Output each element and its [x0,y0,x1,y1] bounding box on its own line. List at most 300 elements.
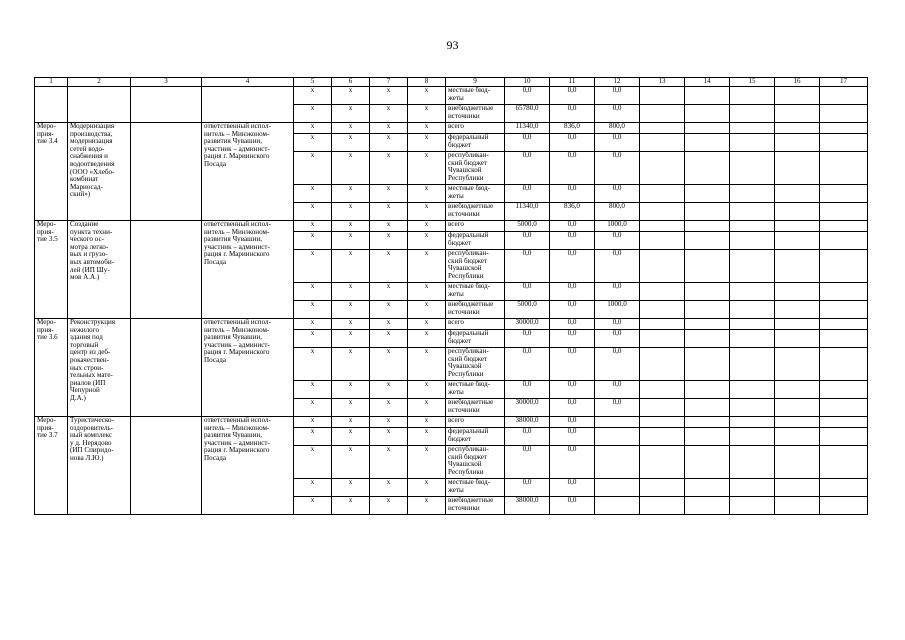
x-mark-cell: x [370,203,408,221]
funding-source-cell [446,105,505,123]
x-mark-cell: x [294,152,332,185]
amount-cell-c11: 0,0 [550,105,595,123]
measure-name-line: Модернизация [70,122,115,130]
executor-line: участник – админист- [204,144,270,153]
executor-line: Посада [204,355,226,364]
x-mark-cell: x [294,479,332,497]
amount-cell-c11: 0,0 [550,428,595,446]
measure-id-cell [35,123,68,221]
measure-name-line: Реконструкция [70,318,116,326]
column-number-17: 17 [820,78,868,87]
funding-source-line: бюджет [448,336,472,345]
table-row [35,417,868,428]
empty-cell-14 [685,428,730,446]
empty-cell-17 [820,152,868,185]
empty-cell-17 [820,497,868,515]
empty-cell-16 [775,497,820,515]
measure-name-line: оздоровитель- [70,423,114,432]
empty-cell-15 [730,250,775,283]
funding-source-line: источники [448,503,480,512]
executor-line: развития Чувашии, [204,235,262,244]
column-number-12: 12 [595,78,640,87]
x-mark-cell: x [332,185,370,203]
measure-id-line: тие 3.5 [37,235,58,244]
empty-cell-14 [685,152,730,185]
funding-source-line: всего [448,416,464,424]
empty-cell-17 [820,319,868,330]
amount-cell-c12: 0,0 [595,185,640,203]
funding-source-line: местные бюд- [448,478,491,486]
amount-cell-c11: 0,0 [550,221,595,232]
x-mark-cell: x [332,330,370,348]
empty-cell-14 [685,446,730,479]
x-mark-cell: x [332,134,370,152]
empty-cell-15 [730,330,775,348]
empty-cell-17 [820,381,868,399]
amount-cell-c10: 0,0 [505,428,550,446]
x-mark-cell: x [370,319,408,330]
empty-cell-17 [820,232,868,250]
column-number-14: 14 [685,78,730,87]
funding-source-line: республикан- [448,445,489,453]
measure-name-line: риалов (ИП [70,378,106,387]
amount-cell-c12 [595,417,640,428]
amount-cell-c12: 1000,0 [595,221,640,232]
x-mark-cell: x [332,123,370,134]
measure-name-line: торговый [70,340,99,349]
executor-line: ответственный испол- [204,416,271,424]
empty-cell-17 [820,417,868,428]
amount-cell-c12: 0,0 [595,232,640,250]
executor-cell [202,319,294,417]
x-mark-cell: x [294,232,332,250]
executor-line: участник – админист- [204,438,270,447]
x-mark-cell: x [332,381,370,399]
amount-cell-c11: 0,0 [550,232,595,250]
amount-cell-c11: 0,0 [550,381,595,399]
empty-cell-16 [775,134,820,152]
x-mark-cell: x [332,348,370,381]
x-mark-cell: x [370,381,408,399]
amount-cell-c10: 0,0 [505,87,550,105]
column-number-8: 8 [408,78,446,87]
amount-cell-c10: 0,0 [505,381,550,399]
amount-cell-c10: 5000,0 [505,301,550,319]
executor-line: участник – админист- [204,242,270,251]
empty-cell-14 [685,497,730,515]
amount-cell-c11: 0,0 [550,479,595,497]
empty-cell-13 [640,123,685,134]
x-mark-cell: x [370,152,408,185]
funding-source-cell [446,301,505,319]
executor-line: рация г. Мариинского [204,446,270,455]
amount-cell-c12: 0,0 [595,319,640,330]
measure-name-line: комбинат [70,175,99,184]
measure-id-line: прия- [37,325,54,334]
x-mark-cell: x [294,399,332,417]
x-mark-cell: x [370,446,408,479]
empty-cell-16 [775,319,820,330]
x-mark-cell: x [294,348,332,381]
empty-cell-15 [730,134,775,152]
amount-cell-c10: 11340,0 [505,203,550,221]
measure-id-line: прия- [37,227,54,236]
empty-cell-16 [775,399,820,417]
x-mark-cell: x [294,250,332,283]
measure-name-cell [68,319,131,417]
empty-cell-17 [820,283,868,301]
column-3-cell [131,123,202,221]
executor-cell [202,123,294,221]
funding-source-cell [446,417,505,428]
amount-cell-c11: 0,0 [550,319,595,330]
amount-cell-c12: 1000,0 [595,301,640,319]
measure-name-line: нова Л.Ю.) [70,453,104,462]
funding-source-line: Чувашской [448,362,482,371]
x-mark-cell: x [370,399,408,417]
empty-cell-14 [685,221,730,232]
empty-cell-16 [775,221,820,232]
table-row [35,123,868,134]
funding-source-line: республикан- [448,347,489,355]
column-3-cell [131,319,202,417]
empty-cell-17 [820,203,868,221]
empty-cell-13 [640,134,685,152]
funding-source-cell [446,446,505,479]
x-mark-cell: x [370,105,408,123]
funding-source-cell [446,479,505,497]
empty-cell-17 [820,185,868,203]
funding-source-line: республикан- [448,151,489,159]
empty-cell-16 [775,185,820,203]
measure-name-cell [68,417,131,515]
amount-cell-c10: 11340,0 [505,123,550,134]
executor-line: ответственный испол- [204,122,271,130]
x-mark-cell: x [370,283,408,301]
amount-cell-c12: 0,0 [595,283,640,301]
executor-line: нитель – Минэконом- [204,325,270,334]
funding-source-cell [446,123,505,134]
empty-cell-13 [640,417,685,428]
funding-source-cell [446,428,505,446]
empty-cell-13 [640,399,685,417]
funding-source-line: источники [448,209,480,218]
measure-name-cell [68,221,131,319]
x-mark-cell: x [294,428,332,446]
x-mark-cell: x [294,221,332,232]
x-mark-cell: x [332,87,370,105]
empty-cell-16 [775,446,820,479]
x-mark-cell: x [294,330,332,348]
measure-name-line: ный комплекс [70,431,113,440]
x-mark-cell: x [332,399,370,417]
x-mark-cell: x [408,301,446,319]
empty-cell-13 [640,250,685,283]
empty-cell-13 [640,152,685,185]
funding-source-line: местные бюд- [448,184,491,192]
empty-cell-13 [640,446,685,479]
executor-cell [202,87,294,123]
measure-id-line: Меро- [37,220,56,228]
empty-cell-15 [730,221,775,232]
empty-cell-17 [820,428,868,446]
empty-cell-13 [640,479,685,497]
amount-cell-c10: 0,0 [505,479,550,497]
funding-source-line: жеты [448,387,464,396]
empty-cell-15 [730,152,775,185]
x-mark-cell: x [370,497,408,515]
measure-id-line: Меро- [37,318,56,326]
funding-source-cell [446,381,505,399]
measure-name-line: ский») [70,190,91,199]
empty-cell-15 [730,348,775,381]
empty-cell-13 [640,319,685,330]
amount-cell-c10: 0,0 [505,134,550,152]
measure-name-line: Чепурной [70,386,100,395]
amount-cell-c11: 0,0 [550,185,595,203]
x-mark-cell: x [370,221,408,232]
empty-cell-14 [685,283,730,301]
x-mark-cell: x [408,330,446,348]
amount-cell-c10: 38000,0 [505,417,550,428]
measure-name-line: центр из деб- [70,348,111,357]
empty-cell-15 [730,399,775,417]
funding-source-line: бюджет [448,140,472,149]
empty-cell-17 [820,479,868,497]
column-number-15: 15 [730,78,775,87]
x-mark-cell: x [408,446,446,479]
column-3-cell [131,417,202,515]
executor-line: рация г. Мариинского [204,250,270,259]
amount-cell-c12 [595,479,640,497]
empty-cell-14 [685,417,730,428]
x-mark-cell: x [370,123,408,134]
amount-cell-c11: 0,0 [550,348,595,381]
funding-source-line: Чувашской [448,460,482,469]
funding-source-line: источники [448,405,480,414]
page-number: 93 [446,38,459,52]
empty-cell-17 [820,330,868,348]
funding-source-cell [446,185,505,203]
empty-cell-16 [775,417,820,428]
measure-name-line: водоотведения [70,159,115,168]
amount-cell-c12: 0,0 [595,330,640,348]
empty-cell-15 [730,428,775,446]
empty-cell-13 [640,381,685,399]
empty-cell-17 [820,87,868,105]
empty-cell-15 [730,381,775,399]
x-mark-cell: x [408,399,446,417]
funding-source-line: ский бюджет [448,256,488,265]
x-mark-cell: x [370,479,408,497]
column-number-7: 7 [370,78,408,87]
amount-cell-c11: 0,0 [550,134,595,152]
measure-name-line: Д.А.) [70,393,86,402]
x-mark-cell: x [370,232,408,250]
funding-source-line: местные бюд- [448,86,491,94]
funding-source-line: внебюджетные [448,202,494,210]
x-mark-cell: x [294,134,332,152]
x-mark-cell: x [370,250,408,283]
empty-cell-17 [820,134,868,152]
amount-cell-c12 [595,497,640,515]
x-mark-cell: x [370,348,408,381]
empty-cell-15 [730,479,775,497]
x-mark-cell: x [408,381,446,399]
empty-cell-13 [640,185,685,203]
x-mark-cell: x [332,417,370,428]
x-mark-cell: x [370,185,408,203]
measure-name-line: ных строи- [70,363,104,372]
amount-cell-c12: 800,0 [595,123,640,134]
empty-cell-14 [685,232,730,250]
funding-source-line: ский бюджет [448,354,488,363]
x-mark-cell: x [294,497,332,515]
table-body [35,78,868,515]
amount-cell-c12: 0,0 [595,105,640,123]
empty-cell-16 [775,381,820,399]
empty-cell-16 [775,250,820,283]
funding-source-line: ский бюджет [448,158,488,167]
funding-source-line: бюджет [448,434,472,443]
x-mark-cell: x [408,497,446,515]
x-mark-cell: x [408,250,446,283]
measure-name-line: Туристическо- [70,416,114,424]
funding-source-cell [446,134,505,152]
x-mark-cell: x [408,221,446,232]
empty-cell-16 [775,283,820,301]
x-mark-cell: x [294,105,332,123]
empty-cell-16 [775,428,820,446]
empty-cell-17 [820,348,868,381]
empty-cell-14 [685,123,730,134]
funding-source-line: внебюджетные [448,398,494,406]
column-number-4: 4 [202,78,294,87]
x-mark-cell: x [408,185,446,203]
amount-cell-c12 [595,446,640,479]
x-mark-cell: x [294,203,332,221]
measure-name-line: сетей водо- [70,144,105,153]
amount-cell-c10: 38000,0 [505,497,550,515]
executor-line: рация г. Мариинского [204,348,270,357]
amount-cell-c11: 0,0 [550,283,595,301]
funding-source-cell [446,87,505,105]
x-mark-cell: x [408,105,446,123]
column-3-cell [131,87,202,123]
amount-cell-c11: 0,0 [550,417,595,428]
measure-name-line: модернизация [70,137,113,146]
funding-source-line: Республики [448,271,484,280]
empty-cell-17 [820,105,868,123]
empty-cell-13 [640,497,685,515]
funding-source-cell [446,232,505,250]
empty-cell-16 [775,105,820,123]
x-mark-cell: x [408,203,446,221]
amount-cell-c10: 30000,0 [505,399,550,417]
amount-cell-c11: 0,0 [550,446,595,479]
funding-source-line: всего [448,220,464,228]
amount-cell-c11: 836,0 [550,123,595,134]
amount-cell-c10: 0,0 [505,446,550,479]
column-number-3: 3 [131,78,202,87]
x-mark-cell: x [408,319,446,330]
x-mark-cell: x [294,319,332,330]
funding-source-line: источники [448,307,480,316]
empty-cell-14 [685,87,730,105]
funding-source-line: Республики [448,173,484,182]
measure-name-line: Создание [70,220,99,228]
empty-cell-17 [820,399,868,417]
x-mark-cell: x [370,301,408,319]
x-mark-cell: x [332,446,370,479]
funding-source-line: федеральный [448,231,489,239]
funding-source-cell [446,319,505,330]
funding-source-cell [446,348,505,381]
amount-cell-c11: 0,0 [550,301,595,319]
amount-cell-c10: 0,0 [505,232,550,250]
x-mark-cell: x [294,301,332,319]
funding-source-cell [446,399,505,417]
empty-cell-13 [640,87,685,105]
measure-name-line: производства, [70,129,113,138]
amount-cell-c10: 0,0 [505,330,550,348]
table-row [35,87,868,105]
empty-cell-14 [685,301,730,319]
column-number-13: 13 [640,78,685,87]
column-number-10: 10 [505,78,550,87]
measure-id-line: Меро- [37,416,56,424]
funding-source-cell [446,152,505,185]
empty-cell-15 [730,232,775,250]
x-mark-cell: x [370,428,408,446]
funding-source-cell [446,221,505,232]
funding-source-line: федеральный [448,329,489,337]
measure-name-line: (ИП Спиридо- [70,446,114,455]
executor-line: участник – админист- [204,340,270,349]
funding-source-line: Чувашской [448,166,482,175]
amount-cell-c12: 800,0 [595,203,640,221]
x-mark-cell: x [332,105,370,123]
x-mark-cell: x [408,87,446,105]
amount-cell-c12: 0,0 [595,87,640,105]
measure-id-line: тие 3.6 [37,333,58,342]
measure-name-line: здания под [70,333,103,342]
x-mark-cell: x [294,185,332,203]
empty-cell-15 [730,446,775,479]
amount-cell-c12: 0,0 [595,348,640,381]
executor-line: развития Чувашии, [204,137,262,146]
empty-cell-15 [730,105,775,123]
amount-cell-c10: 0,0 [505,152,550,185]
executor-line: Посада [204,159,226,168]
column-number-6: 6 [332,78,370,87]
measure-name-line: нежилого [70,325,100,334]
column-number-11: 11 [550,78,595,87]
empty-cell-15 [730,417,775,428]
x-mark-cell: x [408,417,446,428]
empty-cell-16 [775,330,820,348]
measure-name-line: (ООО «Хлебо- [70,167,115,176]
empty-cell-16 [775,232,820,250]
empty-cell-15 [730,123,775,134]
amount-cell-c12: 0,0 [595,250,640,283]
funding-source-line: ский бюджет [448,452,488,461]
column-number-row [35,78,868,87]
empty-cell-17 [820,123,868,134]
column-number-9: 9 [446,78,505,87]
measure-id-cell [35,221,68,319]
funding-source-cell [446,250,505,283]
